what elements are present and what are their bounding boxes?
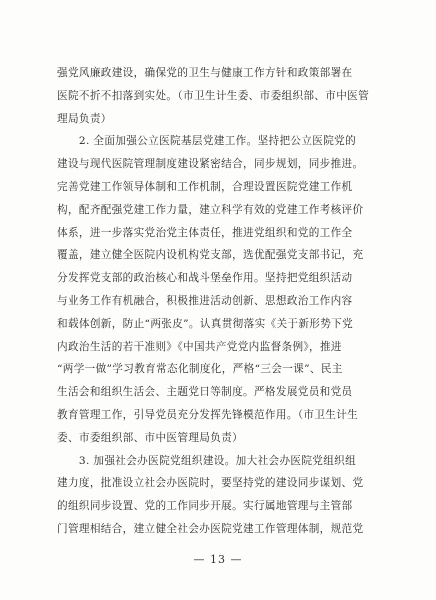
text-line: 构，配齐配强党建工作力量，建立科学有效的党建工作考核评价 (57, 203, 364, 216)
text-line: 的组织同步设置、党的工作同步开展。实行属地管理与主管部 (57, 500, 353, 513)
text-line: 建设与现代医院管理制度建设紧密结合，同步规划，同步推进。 (57, 158, 364, 171)
text-line: 生活会和组织生活会、主题党日等制度。严格发展党员和党员 (57, 386, 353, 399)
text-line: 2. 全面加强公立医院基层党建工作。坚持把公立医院党的 (57, 135, 357, 148)
text-line: 建力度，批准设立社会办医院时，要坚持党的建设同步谋划、党 (57, 477, 364, 490)
text-line: 和载体创新，防止“两张皮”。认真贯彻落实《关于新形势下党 (57, 317, 354, 330)
text-line: 分发挥党支部的政治核心和战斗堡垒作用。坚持把党组织活动 (57, 272, 353, 285)
text-line: 3. 加强社会办医院党组织建设。加大社会办医院党组织组 (57, 454, 357, 467)
text-line: 教育管理工作，引导党员充分发挥先锋模范作用。（市卫生计生 (57, 408, 359, 421)
text-line: 内政治生活的若干准则》《中国共产党党内监督条例》，推进 (57, 340, 342, 353)
text-line: 完善党建工作领导体制和工作机制，合理设置医院党建工作机 (57, 180, 353, 193)
text-line: 医院不折不扣落到实处。（市卫生计生委、市委组织部、市中医管 (57, 89, 370, 102)
text-line: “两学一做”学习教育常态化制度化，严格“三会一课”、民主 (57, 363, 343, 376)
page-number: — 13 — (193, 553, 243, 566)
text-line: 强党风廉政建设，确保党的卫生与健康工作方针和政策部署在 (57, 67, 353, 79)
text-line: 理局负责） (57, 112, 112, 125)
text-line: 门管理相结合，建立健全社会办医院党建工作管理体制，规范党 (57, 522, 364, 535)
body-text (57, 62, 387, 541)
text-line: 与业务工作有机融合，积极推进活动创新、思想政治工作内容 (57, 294, 353, 307)
text-line: 体系，进一步落实党治党主体责任，推进党组织和党的工作全 (57, 226, 353, 239)
text-line: 覆盖，建立健全医院内设机构党支部，选优配强党支部书记，充 (57, 249, 364, 262)
text-line: 委、市委组织部、市中医管理局负责） (57, 431, 244, 444)
